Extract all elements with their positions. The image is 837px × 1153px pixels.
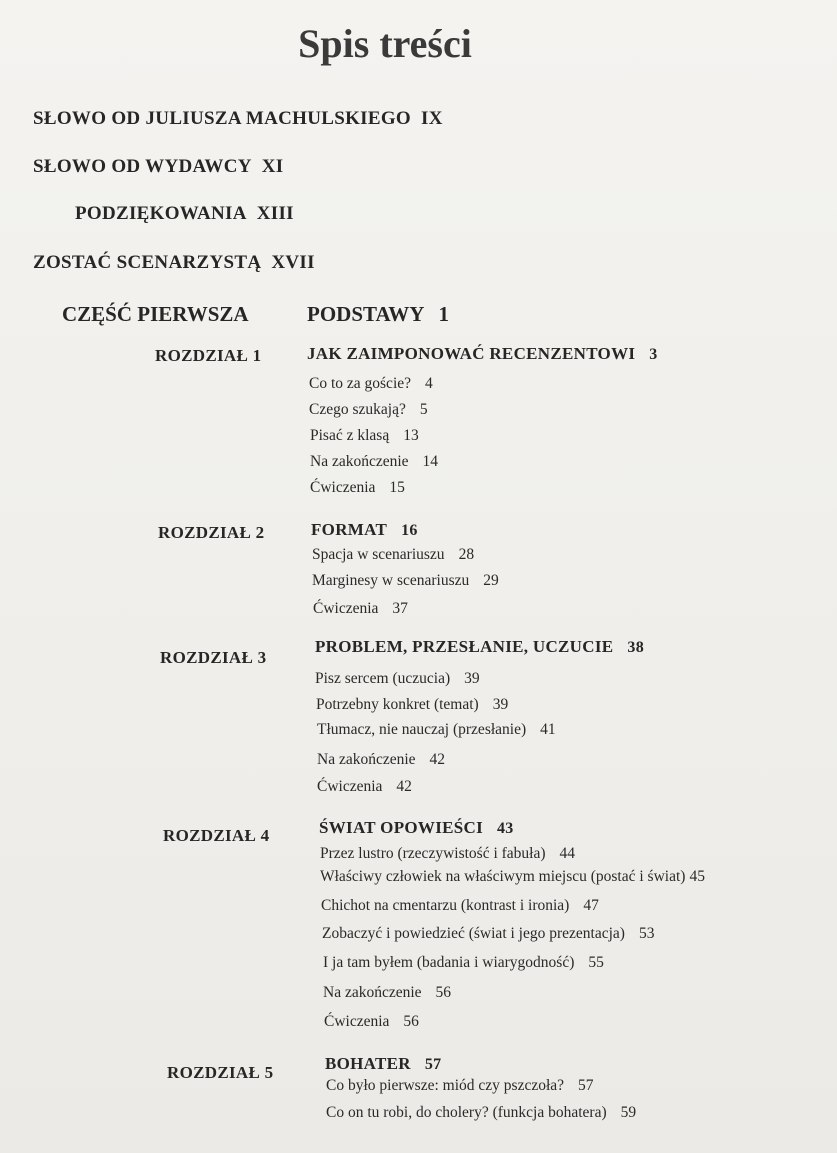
toc-section-page: 47 (583, 897, 599, 914)
toc-front-entry (33, 108, 443, 130)
toc-section (324, 1013, 419, 1031)
toc-section-title: Pisz sercem (uczucia) (315, 670, 451, 687)
toc-front-page: XVII (271, 252, 315, 273)
toc-front-entry (33, 156, 283, 178)
toc-section-page: 14 (422, 453, 439, 470)
toc-chapter-title (319, 818, 514, 838)
toc-chapter-page: 43 (497, 820, 514, 837)
toc-chapter-title-text: FORMAT (311, 520, 388, 539)
toc-section-title: Ćwiczenia (310, 479, 376, 496)
toc-chapter-label: ROZDZIAŁ 1 (155, 346, 262, 365)
toc-part-page: 1 (438, 302, 449, 326)
toc-front-page: XI (261, 156, 284, 177)
toc-chapter-title-text: JAK ZAIMPONOWAĆ RECENZENTOWI (307, 344, 636, 363)
toc-section-title: Potrzebny konkret (temat) (316, 696, 479, 713)
toc-chapter-title (307, 344, 658, 364)
toc-section-title: Ćwiczenia (313, 600, 379, 617)
toc-section (322, 925, 654, 943)
toc-chapter-label: ROZDZIAŁ 4 (163, 826, 270, 845)
toc-section-title: Przez lustro (rzeczywistość i fabuła) (320, 845, 546, 862)
toc-section-title: Ćwiczenia (317, 778, 383, 795)
toc-chapter-page: 3 (649, 346, 658, 363)
toc-section-page: 28 (458, 546, 475, 563)
toc-section (313, 600, 408, 618)
toc-section (320, 845, 575, 863)
toc-front-label: PODZIĘKOWANIA (75, 203, 247, 224)
toc-section (323, 984, 451, 1002)
toc-section-page: 57 (578, 1077, 594, 1094)
toc-chapter-title-text: BOHATER (325, 1054, 411, 1073)
toc-front-label: SŁOWO OD JULIUSZA MACHULSKIEGO (33, 108, 411, 129)
toc-part-title (307, 302, 449, 327)
toc-chapter-title (325, 1054, 441, 1074)
toc-section-title: Na zakończenie (317, 751, 416, 768)
toc-section-title: Spacja w scenariuszu (312, 546, 445, 563)
toc-section-page: 41 (540, 721, 556, 738)
toc-section-title: Ćwiczenia (324, 1013, 390, 1030)
toc-front-entry (75, 203, 294, 225)
toc-section-page: 56 (435, 984, 452, 1001)
toc-section-title: Zobaczyć i powiedzieć (świat i jego prezentacja) (322, 925, 625, 942)
toc-section (317, 778, 412, 796)
toc-section-title: Na zakończenie (323, 984, 422, 1001)
toc-section (309, 401, 428, 419)
toc-section-page: 42 (429, 751, 446, 768)
toc-chapter-title (311, 520, 418, 540)
toc-section-page: 55 (588, 954, 604, 971)
toc-section (312, 572, 499, 590)
toc-section-page: 29 (483, 572, 499, 589)
toc-section-title: Tłumacz, nie nauczaj (przesłanie) (317, 721, 527, 738)
toc-section-title: I ja tam byłem (badania i wiarygodność) (323, 954, 575, 971)
toc-section-page: 37 (392, 600, 408, 617)
toc-section (316, 696, 508, 714)
toc-section-title: Chichot na cmentarzu (kontrast i ironia) (321, 897, 570, 914)
toc-section-title: Co było pierwsze: miód czy pszczoła? (326, 1077, 565, 1094)
toc-section-page: 59 (620, 1104, 637, 1121)
toc-section (321, 897, 599, 915)
toc-section-title: Co on tu robi, do cholery? (funkcja bohatera) (326, 1104, 607, 1121)
toc-section-title: Marginesy w scenariuszu (312, 572, 470, 589)
toc-section-page: 53 (638, 925, 655, 942)
toc-part-label: CZĘŚĆ PIERWSZA (62, 302, 249, 326)
toc-section-title: Właściwy człowiek na właściwym miejscu (postać i świat) (320, 868, 686, 885)
toc-chapter-page: 16 (401, 522, 418, 539)
toc-section-page: 39 (464, 670, 480, 687)
toc-section-page: 44 (559, 845, 576, 862)
toc-section-page: 15 (389, 479, 405, 496)
toc-section (315, 670, 480, 688)
toc-front-label: SŁOWO OD WYDAWCY (33, 156, 252, 177)
toc-section-page: 13 (403, 427, 419, 444)
toc-section-page: 4 (425, 375, 433, 392)
toc-section-page: 39 (492, 696, 509, 713)
toc-chapter-title (315, 637, 644, 657)
toc-section (320, 868, 705, 886)
toc-section (310, 427, 419, 445)
toc-front-page: XIII (256, 203, 294, 224)
toc-section (317, 721, 556, 739)
toc-section (317, 751, 445, 769)
toc-section-page: 56 (403, 1013, 419, 1030)
toc-section (323, 954, 604, 972)
toc-section-title: Na zakończenie (310, 453, 409, 470)
toc-section-title: Co to za goście? (309, 375, 412, 392)
toc-chapter-page: 57 (424, 1056, 442, 1073)
toc-section-page: 45 (689, 868, 705, 885)
toc-section (326, 1077, 594, 1095)
toc-front-entry (33, 252, 315, 274)
toc-section (310, 479, 405, 497)
toc-front-page: IX (421, 108, 443, 129)
toc-chapter-title-text: PROBLEM, PRZESŁANIE, UCZUCIE (315, 637, 614, 656)
toc-section-title: Czego szukają? (309, 401, 406, 418)
toc-section (309, 375, 433, 393)
toc-chapter-label: ROZDZIAŁ 2 (158, 523, 265, 542)
toc-section-title: Pisać z klasą (310, 427, 390, 444)
toc-section-page: 5 (419, 401, 428, 418)
toc-chapter-label: ROZDZIAŁ 3 (160, 648, 267, 667)
toc-front-label: ZOSTAĆ SCENARZYSTĄ (33, 252, 262, 273)
page-title: Spis treści (298, 21, 472, 66)
toc-section (310, 453, 438, 471)
toc-section-page: 42 (396, 778, 412, 795)
toc-chapter-label: ROZDZIAŁ 5 (167, 1063, 274, 1082)
toc-part-title-text: PODSTAWY (307, 302, 425, 326)
toc-section (326, 1104, 636, 1122)
toc-section (312, 546, 474, 564)
toc-chapter-page: 38 (627, 639, 644, 656)
toc-chapter-title-text: ŚWIAT OPOWIEŚCI (319, 818, 483, 837)
